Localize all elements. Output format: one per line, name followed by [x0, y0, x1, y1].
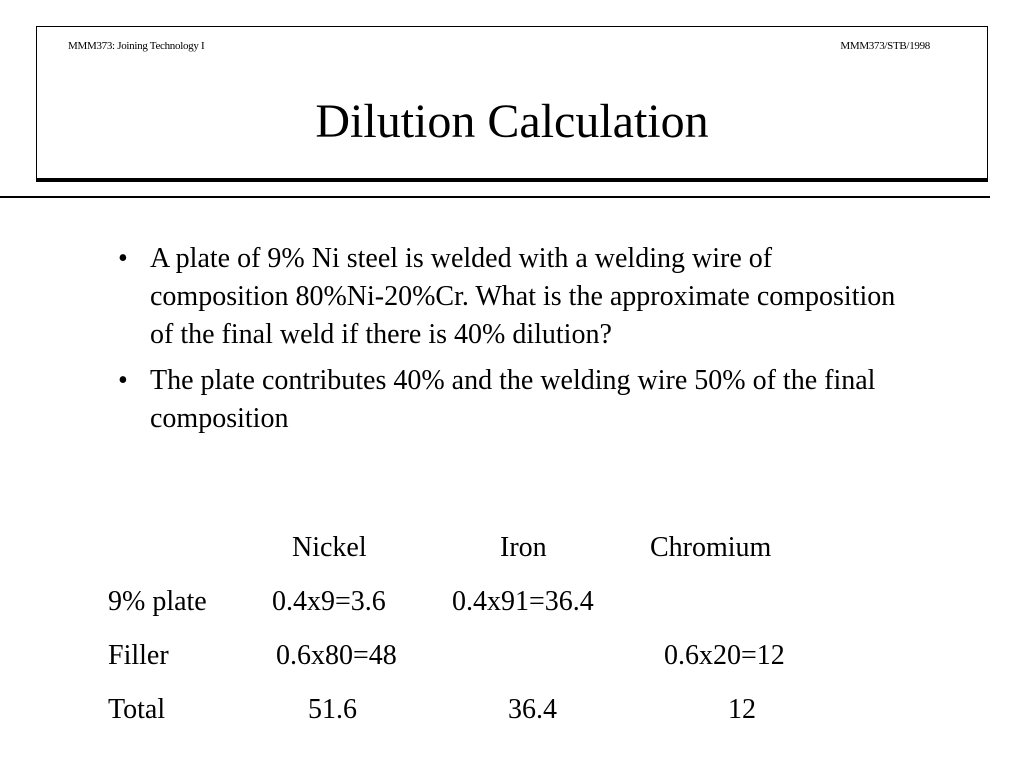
course-code-left: MMM373: Joining Technology I: [68, 40, 205, 52]
row-label-plate: 9% plate: [108, 586, 207, 617]
row-label-filler: Filler: [108, 640, 169, 671]
bullet-item: [108, 362, 908, 438]
cell-total-nickel: 51.6: [308, 694, 357, 725]
slide-title: Dilution Calculation: [315, 95, 709, 148]
course-code-right: MMM373/STB/1998: [840, 40, 930, 52]
column-header-iron: Iron: [500, 532, 547, 563]
bullet-dot-icon: •: [118, 365, 128, 396]
bullet-dot-icon: •: [118, 243, 128, 274]
bullet-text: A plate of 9% Ni steel is welded with a welding wire of composition 80%Ni-20%Cr. What is the approximate composition of the final weld if there is 40% dilution?: [150, 243, 896, 350]
cell-plate-iron: 0.4x91=36.4: [452, 586, 594, 617]
column-header-nickel: Nickel: [292, 532, 367, 563]
bullet-list: [108, 240, 908, 446]
column-header-chromium: Chromium: [650, 532, 772, 563]
cell-filler-chromium: 0.6x20=12: [664, 640, 785, 671]
header-divider: [0, 196, 990, 198]
cell-filler-nickel: 0.6x80=48: [276, 640, 397, 671]
cell-total-iron: 36.4: [508, 694, 557, 725]
cell-total-chromium: 12: [728, 694, 756, 725]
bullet-text: The plate contributes 40% and the welding wire 50% of the final composition: [150, 365, 876, 434]
cell-plate-nickel: 0.4x9=3.6: [272, 586, 386, 617]
bullet-item: [108, 240, 908, 354]
composition-table: [0, 530, 1024, 760]
row-label-total: Total: [108, 694, 166, 725]
